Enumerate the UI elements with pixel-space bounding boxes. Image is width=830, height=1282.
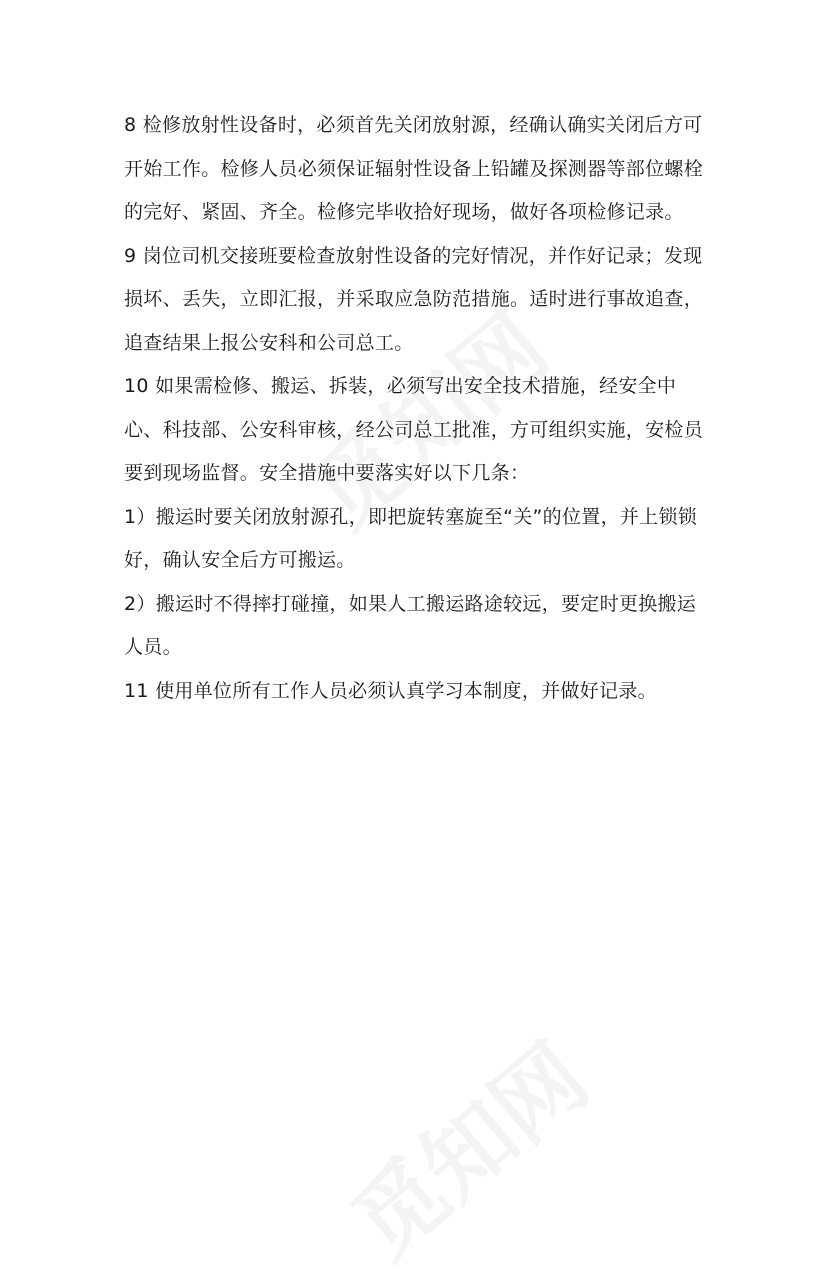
watermark (320, 1008, 610, 1281)
paragraph-subitem-1: 1）搬运时要关闭放射源孔，即把旋转塞旋至“关”的位置，并上锁锁好，确认安全后方可搬运。 (124, 505, 698, 571)
document-body (124, 104, 714, 713)
paragraph-item-11: 11 使用单位所有工作人员必须认真学习本制度，并做好记录。 (124, 679, 657, 702)
paragraph-item-9: 9 岗位司机交接班要检查放射性设备的完好情况，并作好记录；发现损坏、丢失，立即汇报，并采取应急防范措施。适时进行事故追查，追查结果上报公安科和公司总工。 (124, 244, 704, 354)
paragraph-subitem-2: 2）搬运时不得摔打碰撞，如果人工搬运路途较远，要定时更换搬运人员。 (124, 592, 697, 658)
paragraph-item-10: 10 如果需检修、搬运、拆装，必须写出安全技术措施，经安全中心、科技部、公安科审核，经公司总工批准，方可组织实施，安检员要到现场监督。安全措施中要落实好以下几条： (124, 375, 704, 484)
paragraph-item-8: 8 检修放射性设备时，必须首先关闭放射源，经确认确实关闭后方可开始工作。检修人员必须保证辐射性设备上铅罐及探测器等部位螺栓的完好、紧固、齐全。检修完毕收拾好现场，做好各项检修记录。 (124, 114, 704, 223)
